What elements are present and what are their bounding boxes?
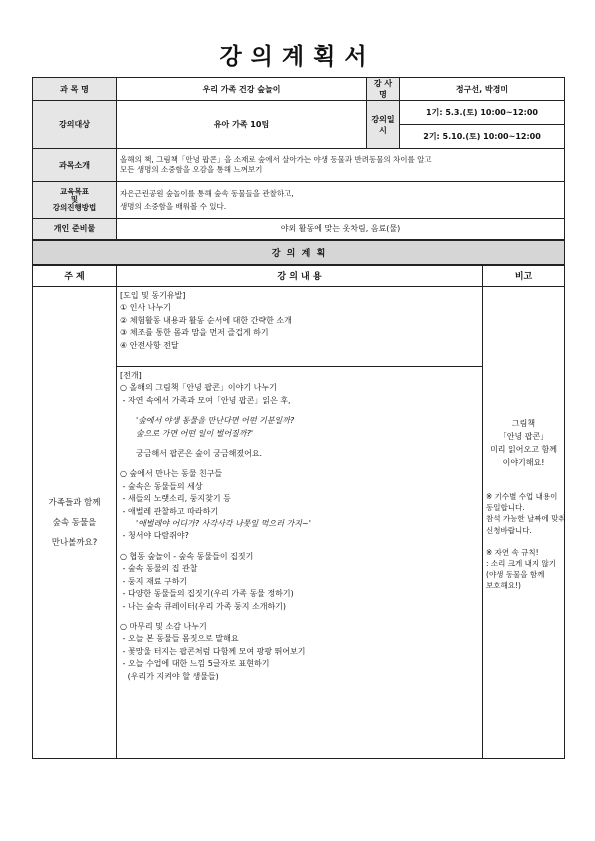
instructor-value: 정구선, 박경미 [400,78,565,101]
intro-step: ① 인사 나누기 [120,303,171,313]
topic-cell [33,287,117,759]
dev-line: - 오늘 수업에 대한 느낌 5글자로 표현하기 [120,659,270,669]
col-note-header: 비고 [483,265,565,287]
note-line: 신청바랍니다. [486,525,532,535]
dev-line: - 새들의 노랫소리, 둥지찾기 등 [120,494,231,504]
intro-text [117,149,565,182]
dev-quote: '숲에서 야생 동물을 만난다면 어떤 기분일까? [136,416,295,426]
schedule-session-1: 1기: 5.3.(토) 10:00~12:00 [400,101,565,125]
intro-step: ② 체험활동 내용과 활동 순서에 대한 간략한 소개 [120,315,292,325]
goal-text [117,182,565,219]
dev-line: ○ 올해의 그림책「안녕 팝콘」이야기 나누기 [120,383,277,393]
dev-line: - 나는 숲속 큐레이터(우리 가족 둥지 소개하기) [120,601,287,611]
dev-line: - 꽃망울 터지는 팝콘처럼 다함께 모여 팡팡 뛰어보기 [120,646,306,656]
intro-line: 모든 생명의 소중함을 오감을 통해 느껴보기 [120,165,263,174]
development-section [117,367,483,759]
note-line: ※ 기수별 수업 내용이 [486,492,558,501]
goal-label [33,182,117,219]
course-value: 우리 가족 건강 숲놀이 [117,78,367,101]
dev-line: - 둥지 재료 구하기 [120,576,188,586]
note-line: 「안녕 팝콘」 [498,432,549,441]
prep-label: 개인 준비물 [33,219,117,240]
target-value: 유아 가족 10팀 [117,101,367,149]
intro-step: ④ 안전사항 전달 [120,340,179,350]
intro-section [117,287,483,367]
schedule-session-2: 2기: 5.10.(토) 10:00~12:00 [400,125,565,149]
note-line: : 소리 크게 내지 않기 [486,559,557,569]
dev-line: - 숲속 동물의 집 관찰 [120,564,198,574]
dev-line: - 애벌레 관찰하고 따라하기 [120,506,219,516]
goal-label-line: 및 [70,195,79,204]
section-title: 강 의 계 획 [33,240,565,265]
note-line: 참석 가능한 날짜에 맞춰 [486,514,566,524]
lecture-plan-table [32,77,565,759]
dev-line: - 청서야 다람쥐야? [120,531,189,541]
dev-line: 궁금해서 팝콘은 숲이 궁금해졌어요. [136,449,263,459]
instructor-label: 강 사 명 [367,78,400,101]
note-line: 그림책 [511,419,536,428]
document-title: 강의계획서 [219,44,376,70]
note-line: (야생 동물을 함께 [486,570,545,580]
dev-line: ○ 숲에서 만나는 동물 친구들 [120,469,223,479]
intro-section-heading: [도입 및 동기유발] [120,291,186,300]
note-line: ※ 자연 속 규칙! [486,547,539,557]
dev-line: - 숲속은 동물들의 세상 [120,481,203,491]
dev-quote: 숲으로 가면 어떤 일이 벌어질까?' [136,428,254,438]
col-topic-header: 주 제 [33,265,117,287]
goal-label-line: 강의진행방법 [52,203,97,212]
note-line: 보호해요!) [486,581,521,591]
note-cell [483,287,565,759]
goal-line: 생명의 소중함을 배워볼 수 있다. [120,202,227,211]
dev-heading: [전개] [120,371,142,380]
note-line: 이야기해요! [502,458,545,467]
col-content-header: 강 의 내 용 [117,265,483,287]
topic-line: 가족들과 함께 [48,497,101,508]
intro-label: 과목소개 [33,149,117,182]
goal-label-line: 교육목표 [60,187,89,196]
goal-line: 자은근린공원 숲놀이를 통해 숲속 동물들을 관찰하고, [120,189,294,198]
dev-line: - 다양한 동물들의 집짓기(우리 가족 동물 정하기) [120,589,294,599]
course-label: 과 목 명 [33,78,117,101]
note-line: 동일합니다. [486,503,525,513]
prep-value: 야외 활동에 맞는 옷차림, 음료(물) [117,219,565,240]
dev-line: - 자연 속에서 가족과 모여「안녕 팝콘」읽은 후, [120,395,291,405]
schedule-label: 강의일시 [367,101,400,149]
dev-line: (우리가 지켜야 할 생물들) [120,671,219,681]
dev-line: - 오늘 본 동물들 몸짓으로 말해요 [120,634,239,644]
dev-line: ○ 마무리 및 소감 나누기 [120,621,207,631]
dev-quote: '애벌레야 어디가? 사각사각 나뭇잎 먹으러 가지~' [136,519,311,529]
intro-line: 올해의 책, 그림책「안녕 팝콘」을 소재로 숲에서 살아가는 야생 동물과 반려동물의 차이를 알고 [120,155,432,164]
target-label: 강의대상 [33,101,117,149]
dev-line: ○ 협동 숲놀이 - 숲속 동물들이 집짓기 [120,551,254,561]
topic-line: 만나볼까요? [51,537,98,548]
intro-step: ③ 체조를 통한 몸과 맘을 먼저 즐겁게 하기 [120,328,269,338]
note-line: 미리 읽어오고 함께 [490,445,557,454]
topic-line: 숲속 동물을 [52,517,97,528]
